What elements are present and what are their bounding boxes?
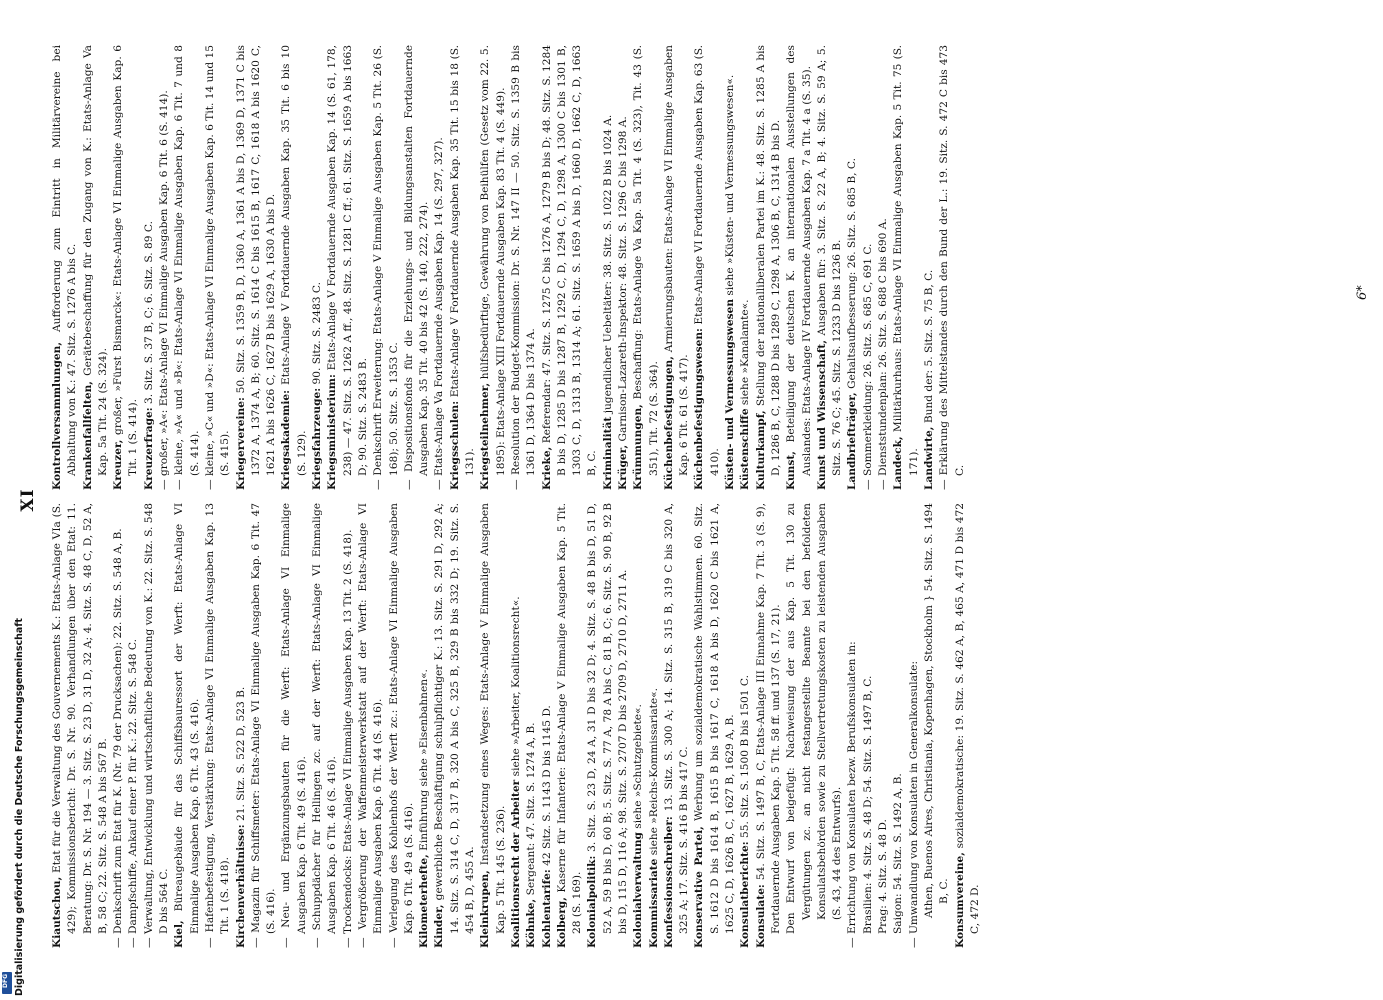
index-entry <box>754 45 785 490</box>
index-column-left <box>50 503 983 948</box>
index-entry <box>402 45 433 490</box>
entry-keyword: Kolonialverwaltung <box>632 832 645 948</box>
entry-text: Beschaffung: Etats-Anlage Va Kap. 5a Tit. 4 (S. 323), Tit. 43 (S. 351), Tit. 72 (S. 364). <box>632 45 660 476</box>
entry-text: — Denkschrift zum Etat für K. (Nr. 79 der Drucksachen): 22. Sitz. S. 548 A, B. <box>112 528 125 948</box>
entry-keyword: Krüger, <box>616 444 629 490</box>
index-entry <box>142 45 157 490</box>
entry-text: Sergeant: 47. Sitz. S. 1274 A, B. <box>525 722 538 899</box>
index-entry <box>815 45 846 490</box>
index-entry <box>784 503 845 948</box>
index-entry <box>387 503 418 948</box>
index-entry <box>738 503 753 948</box>
index-entry <box>509 45 540 490</box>
entry-text: — Denkschrift Erweiterung: Etats-Anlage V Einmalige Ausgaben Kap. 5 Tit. 26 (S. 168); 50. Sitz. S. 1353 C. <box>372 45 400 490</box>
index-entry <box>723 45 738 490</box>
index-entry <box>325 45 371 490</box>
entry-text: jugendlicher Uebeltäter: 38. Sitz. S. 1022 B bis 1024 A. <box>601 114 614 417</box>
index-entry <box>172 503 203 948</box>
entry-text: — Etats-Anlage Va Fortdauernde Ausgaben Kap. 14 (S. 297, 327). <box>433 137 446 490</box>
entry-keyword: Konfessionsschreiber: <box>662 816 675 948</box>
index-entry <box>585 503 631 948</box>
entry-text: Brasilien: 4. Sitz. S. 48 D; 54. Sitz. S. 1497 B, C. <box>861 675 874 934</box>
entry-text: siehe »Reichs-Kommissariate«. <box>647 687 660 859</box>
entry-keyword: Landwirte, <box>922 426 935 490</box>
index-entry <box>891 503 906 948</box>
index-entry <box>81 45 112 490</box>
index-entry <box>922 503 953 948</box>
entry-text: Beteiligung der deutschen K. an internationalen Ausstellungen des Auslandes: Etats-Anlage IV Fortdauernde Ausgaben Kap. 7 a Tit. 4 a (S. 35). <box>785 45 813 476</box>
index-entry <box>310 45 325 490</box>
entry-text: 50. Sitz. S. 1359 B, D, 1360 A, 1361 A bis D, 1369 D, 1371 C bis 1372 A, 1374 A, B; 60. Sitz. S. 1614 C bis 1615 B, 1617 C, 1618 A bis 1620 C, 1621 A bis 1626 C, 1627 B bis 1629 A, 1630 A bis D. <box>234 45 278 476</box>
entry-text: — Dispositionsfonds für die Erziehungs- und Bildungsanstalten Fortdauernde Ausgaben Kap. 35 Tit. 40 bis 42 (S. 140, 222, 274). <box>402 45 431 490</box>
index-entry <box>692 45 723 490</box>
entry-keyword: Konsulate: <box>754 884 767 948</box>
entry-keyword: Kleinkrupen, <box>479 870 492 948</box>
entry-text: sozialdemokratische: 19. Sitz. S. 462 A, B, 465 A, 471 D bis 472 C, 472 D. <box>953 503 981 934</box>
index-entry <box>172 45 203 490</box>
entry-text: siehe »Kanalamte«. <box>739 299 752 409</box>
entry-text: — Dampfschiffe, Ankauf einer P. für K.: 22. Sitz. S. 548 C. <box>127 639 140 948</box>
entry-keyword: Kunst, <box>785 451 798 490</box>
entry-keyword: Konsulatberichte: <box>739 841 752 948</box>
digitization-note: Digitalisierung gefördert durch die Deutsche Forschungsgemeinschaft <box>14 618 25 996</box>
index-entry <box>203 503 234 948</box>
index-entry <box>524 503 539 948</box>
index-entry <box>692 503 738 948</box>
entry-keyword: Landeck, <box>892 436 905 490</box>
entry-text: — Neu- und Ergänzungsbauten für die Werft: Etats-Anlage VI Einmalige Ausgaben Kap. 6 Tit. 49 (S. 416). <box>280 503 308 948</box>
entry-text: 3. Sitz. S. 23 D, 24 A, 31 D bis 32 D; 4. Sitz. S. 48 B bis D, 51 D, 52 A, 59 B bis D, 60 B; 5. Sitz. S. 77 A, 78 A bis C, 81 B, C; 6. Sitz. S. 90 B, 92 B bis D, 115 D, 116 A; 98. Sitz. S. 2707 D bis 2709 D, 2710 D, 2711 A. <box>586 503 629 934</box>
entry-keyword: Krankenfallfelten, <box>81 381 94 490</box>
index-entry <box>432 503 478 948</box>
entry-text: — großer, »A«: Etats-Anlage VI Einmalige Ausgaben Kap. 6 Tit. 6 (S. 414). <box>158 90 171 490</box>
entry-text: Werbung um sozialdemokratische Wahlstimmen. 60. Sitz. S. 1612 D bis 1614 B, 1615 B bis 1617 C, 1618 A bis D, 1620 C bis 1621 A, 1625 C, D, 1626 B, C, 1627 B, 1629 A, B. <box>693 503 737 934</box>
entry-keyword: Kiautschou, <box>51 876 63 948</box>
index-entry <box>631 503 646 948</box>
entry-keyword: Kriegervereine: <box>234 397 247 490</box>
index-entry <box>662 503 693 948</box>
entry-text: 90. Sitz. S. 2483 C. <box>311 282 324 388</box>
entry-text: — Hafenbefestigung, Verstärkung: Etats-Anlage VI Einmalige Ausgaben Kap. 13 Tit. 1 (S. 418). <box>203 503 232 948</box>
index-entry <box>922 45 937 490</box>
index-entry <box>876 503 891 948</box>
index-entry <box>845 45 860 490</box>
index-entry <box>371 45 402 490</box>
entry-keyword: Küstenschiffe <box>739 408 752 490</box>
entry-keyword: Kinder, <box>433 904 446 948</box>
entry-keyword: Kriminalität <box>601 416 614 490</box>
index-entry <box>142 503 173 948</box>
entry-text: — Erklärung des Mittelstandes durch den Bund der L.: 19. Sitz. S. 472 C bis 473 C. <box>938 45 966 490</box>
index-entry <box>126 503 141 948</box>
entry-keyword: Kirchenverhältnisse: <box>234 824 247 948</box>
index-entry <box>738 45 753 490</box>
entry-text: 42 Sitz. S. 1143 D bis 1145 D. <box>540 705 553 870</box>
entry-text: Armierungsbauten: Etats-Anlage VI Einmalige Ausgaben Kap. 6 Tit. 61 (S. 417). <box>662 45 691 476</box>
entry-text: — Schuppdächer für Hellingen zc. auf der Werft: Etats-Anlage VI Einmalige Ausgaben Kap. 6 Tit. 46 (S. 416). <box>311 503 339 948</box>
entry-text: — Verwaltung, Entwicklung und wirtschaftliche Bedeutung von K.: 22. Sitz. S. 548 D bis 564 C. <box>142 503 171 948</box>
index-entry <box>937 45 968 490</box>
entry-text: — Vergrößerung der Waffenmeisterwerkstatt auf der Werft: Etats-Anlage VI Einmalige Ausgaben Kap. 6 Tit. 44 (S. 416). <box>356 503 385 948</box>
entry-text: Garnison-Lazareth-Inspektor: 48. Sitz. S. 1296 C bis 1298 A. <box>616 116 629 445</box>
entry-text: Etats-Anlage V Fortdauernde Ausgaben Kap. 14 (S. 61, 178, 238) — 47. Sitz. S. 1262 A ff., 48. Sitz. S. 1281 C ff.; 61. Sitz. S. 1659 A bis 1663 D; 90. Sitz. S. 2483 B. <box>326 45 369 476</box>
index-entry <box>478 45 509 490</box>
entry-keyword: Konservative Partei, <box>693 826 706 948</box>
entry-text: Bund der: 5. Sitz. S. 75 B, C. <box>922 269 935 427</box>
entry-text: — Magazin für Schiffsmeter: Etats-Anlage VI Einmalige Ausgaben Kap. 6 Tit. 47 (S. 416). <box>249 503 278 948</box>
entry-text: Etat für die Verwaltung des Gouvernements K.: Etats-Anlage VIa (S. 429); Kommissionsbericht: Dr. S. Nr. 90. Verhandlungen über den Etat: 11. Beratung: Dr. S. Nr. 194 — 3. Sitz. S. 23 D, 31 D, 32 A; 4. Sitz. S. 48 C, D, 52 A, B, 58 C; 22. Sitz. S. 548 A bis 567 B. <box>51 503 109 934</box>
dfg-logo-text: DFG <box>2 974 9 989</box>
index-column-right <box>50 45 968 490</box>
entry-text: 54. Sitz. S. 1497 B, C, Etats-Anlage III Einnahme Kap. 7 Tit. 3 (S. 9), Fortdauernde Ausgaben Kap. 5 Tit. 58 ff. und 137 (S. 17, 21). <box>754 503 782 934</box>
entry-text: Den Entwurf von beigefügt: Nachweisung der aus Kap. 5 Tit. 130 zu Vergütungen zc. an nicht festangestellte Beamte bei den befoldeten Konsulatsbehörden sowie zu Stellvertretungskosten zu leistenden Ausgaben (S. 43, 44 des Entwurfs). <box>785 503 844 934</box>
entry-text: Einführung siehe »Eisenbahnen«. <box>418 669 431 855</box>
entry-text: Kaserne für Infanterie: Etats-Anlage V Einmalige Ausgaben Kap. 5 Tit. 28 (S. 169). <box>555 503 584 934</box>
entry-keyword: Küsten- und Vermessungswesen <box>724 298 737 490</box>
entry-text: 21. Sitz. S. 522 D, 523 B. <box>234 686 247 825</box>
index-entry <box>509 503 524 948</box>
entry-text: 13. Sitz. S. 300 A; 14. Sitz. S. 315 B, 319 C bis 320 A, 325 A; 17. Sitz. S. 416 B bis 417 C. <box>662 503 691 934</box>
entry-text: Etats-Anlage V Fortdauernde Ausgaben Kap. 35 Tit. 6 bis 10 (S. 129). <box>280 45 308 476</box>
entry-text: siehe »Schutzgebiete«. <box>632 704 645 833</box>
index-entry <box>111 45 142 490</box>
entry-text: — Dienststundenplan: 26. Sitz. S. 688 C bis 690 A. <box>877 218 890 490</box>
entry-text: 3. Sitz. S. 37 B, C; 6. Sitz. S. 89 C. <box>142 221 155 408</box>
index-entry <box>876 45 891 490</box>
signature-mark: 6* <box>1355 285 1370 300</box>
entry-keyword: Kontrollversammlungen, <box>51 341 63 490</box>
entry-keyword: Kohlentarife: <box>540 869 553 948</box>
index-entry <box>907 503 922 948</box>
index-entry <box>50 45 81 490</box>
entry-keyword: Kolonialpolitik: <box>586 855 599 948</box>
page-number: XI <box>18 488 38 512</box>
index-entry <box>754 503 785 948</box>
index-entry <box>234 503 249 948</box>
entry-keyword: Kriegsschulen: <box>448 400 461 490</box>
entry-keyword: Küchenbefestigungswesen: <box>693 328 706 490</box>
entry-text: großer, »Fürst Bismarck«: Etats-Anlage VI Einmalige Ausgaben Kap. 6 Tit. 1 (S. 414). <box>112 45 140 476</box>
index-entry <box>662 45 693 490</box>
index-entry <box>203 45 234 490</box>
entry-keyword: Kriegsfahrzeuge: <box>311 387 324 490</box>
entry-text: Saigon: 54. Sitz. S. 1492 A, B. <box>892 773 905 934</box>
entry-keyword: Konsumvereine, <box>953 852 966 948</box>
index-entry <box>417 503 432 948</box>
index-entry <box>631 45 662 490</box>
entry-keyword: Kriegsteilnehmer, <box>479 382 492 490</box>
entry-keyword: Küchenbefestigungen, <box>662 356 675 490</box>
index-entry <box>478 503 509 948</box>
index-entry <box>845 503 860 948</box>
entry-keyword: Koalitionsrecht der Arbeiter <box>509 779 522 948</box>
index-entry <box>310 503 341 948</box>
entry-text: — kleine, »A« und »B«: Etats-Anlage VI Einmalige Ausgaben Kap. 6 Tit. 7 und 8 (S. 414). <box>173 45 201 490</box>
entry-text: Referendar: 47. Sitz. S. 1275 C bis 1276 A, 1279 B bis D; 48. Sitz. S. 1284 B bis D, 1285 D bis 1287 B, 1292 C, D, 1294 C, D, 1298 A, 1300 C bis 1301 B, 1303 C, D, 1313 B, 1314 A; 61. Sitz. S. 1659 A bis D, 1660 D, 1662 C, D, 1663 B, C. <box>540 45 599 476</box>
index-entry <box>432 45 447 490</box>
index-entry <box>784 45 815 490</box>
entry-text: Aufforderung zum Eintritt in Militärvereine bei Abhaltung von K.: 47. Sitz. S. 1276 A bis C. <box>51 45 79 476</box>
index-entry <box>279 503 310 948</box>
index-entry <box>157 45 172 490</box>
entry-text: siehe »Küsten- und Vermessungswesen«. <box>724 74 737 299</box>
index-entry <box>540 503 555 948</box>
entry-text: Prag: 4. Sitz. S. 48 D. <box>877 819 890 934</box>
entry-text: Ausgaben für: 3. Sitz. S. 22 A, B; 4. Sitz. S. 59 A; 5. Sitz. S. 76 C; 45. Sitz. S. 1233 D bis 1236 B. <box>815 45 844 476</box>
index-entry <box>234 45 280 490</box>
entry-text: Gehaltsaufbesserung: 26. Sitz. S. 685 B, C. <box>846 158 859 393</box>
entry-text: gewerbliche Beschäftigung schulpflichtiger K.: 13. Sitz. S. 291 D, 292 A; 14. Sitz. S. 314 C, D, 317 B, 320 A bis C, 325 B, 329 B bis 332 D; 19. Sitz. S. 454 B, D, 455 A. <box>433 503 477 934</box>
index-entry <box>50 503 111 948</box>
entry-keyword: Krieke, <box>540 446 553 490</box>
entry-text: Stellung der nationalliberalen Partei im K.: 48. Sitz. S. 1285 A bis D, 1286 B, C, 1288 D bis 1289 C, 1298 A, 1306 B, C, 1314 B bis D. <box>754 45 782 476</box>
entry-keyword: Kilometerhefte, <box>418 854 431 948</box>
entry-text: — Errichtung von Konsulaten bezw. Berufskonsulaten in: <box>846 641 859 948</box>
index-entry <box>861 45 876 490</box>
index-entry <box>448 45 479 490</box>
index-entry <box>341 503 356 948</box>
entry-keyword: Kriegsakademie: <box>280 389 293 490</box>
entry-text: 55. Sitz. S. 1500 B bis 1501 C. <box>739 675 752 842</box>
entry-keyword: Krümmungen, <box>632 404 645 490</box>
entry-text: — Verlegung des Kohlenhofs der Werft zc.: Etats-Anlage VI Einmalige Ausgaben Kap. 6 Tit. 49 a (S. 416). <box>387 503 415 948</box>
entry-text: Etats-Anlage V Fortdauernde Ausgaben Kap. 35 Tit. 15 bis 18 (S. 131). <box>448 45 477 476</box>
index-entry <box>555 503 586 948</box>
index-entry <box>356 503 387 948</box>
index-entry <box>891 45 922 490</box>
entry-keyword: Kreuzer, <box>112 439 125 490</box>
index-entry <box>616 45 631 490</box>
entry-keyword: Kunst und Wissenschaft, <box>815 339 828 490</box>
entry-keyword: Kulturkampf, <box>754 410 767 490</box>
entry-keyword: Kreuzerfrage: <box>142 407 155 490</box>
entry-text: — Sommerkleidung: 26. Sitz. S. 685 C, 691 C. <box>861 243 874 490</box>
entry-text: hülfsbedürftige, Gewährung von Beihülfen (Gesetz vom 22. 5. 1895): Etats-Anlage XIII Fortdauernde Ausgaben Kap. 83 Tit. 4 (S. 449). <box>479 45 507 476</box>
entry-keyword: Köhnke, <box>525 898 538 948</box>
entry-text: siehe »Arbeiter, Koalitionsrecht«. <box>509 596 522 780</box>
entry-text: Instandsetzung eines Weges: Etats-Anlage V Einmalige Ausgaben Kap. 5 Tit. 145 (S. 236). <box>479 503 507 934</box>
entry-text: Militärkurhaus: Etats-Anlage VI Einmalige Ausgaben Kap. 5 Tit. 75 (S. 171). <box>892 45 920 476</box>
dfg-logo-icon <box>2 972 12 994</box>
entry-text: — kleine, »C« und »D«: Etats-Anlage VI Einmalige Ausgaben Kap. 6 Tit. 14 und 15 (S. 415). <box>203 45 232 490</box>
digitization-strip <box>0 0 25 1000</box>
index-entry <box>601 45 616 490</box>
entry-text: Etats-Anlage VI Fortdauernde Ausgaben Kap. 63 (S. 410). <box>693 45 721 476</box>
entry-keyword: Landbriefträger, <box>846 392 859 490</box>
entry-keyword: Kommissariate <box>647 858 660 948</box>
index-entry <box>540 45 601 490</box>
index-entry <box>861 503 876 948</box>
index-entry <box>111 503 126 948</box>
entry-text: Athen, Buenos Aires, Christiania, Kopenhagen, Stockholm } 54. Sitz. S. 1494 B, C. <box>922 503 951 918</box>
entry-keyword: Kriegsministerium: <box>326 374 339 490</box>
entry-text: Büreaugebäude für das Schiffsbauressort der Werft: Etats-Anlage VI Einmalige Ausgaben Kap. 6 Tit. 43 (S. 416). <box>173 503 201 934</box>
index-entry <box>249 503 280 948</box>
entry-text: — Umwandlung von Konsulaten in Generalkonsulate: <box>907 660 920 948</box>
index-entry <box>647 503 662 948</box>
index-entry <box>279 45 310 490</box>
entry-keyword: Kiel, <box>173 920 186 948</box>
index-entry <box>953 503 984 948</box>
entry-text: Gerätebeschaffung für den Zugang von K.: Etats-Anlage Va Kap. 5a Tit. 24 (S. 324). <box>81 45 109 476</box>
entry-keyword: Kolberg, <box>555 897 568 948</box>
entry-text: — Resolution der Budget-Kommission: Dr. S. Nr. 147 II — 50. Sitz. S. 1359 B bis 1361 D, 1364 D bis 1374 A. <box>509 45 538 490</box>
entry-text: — Trockendocks: Etats-Anlage VI Einmalige Ausgaben Kap. 13 Tit. 2 (S. 418). <box>341 529 354 948</box>
